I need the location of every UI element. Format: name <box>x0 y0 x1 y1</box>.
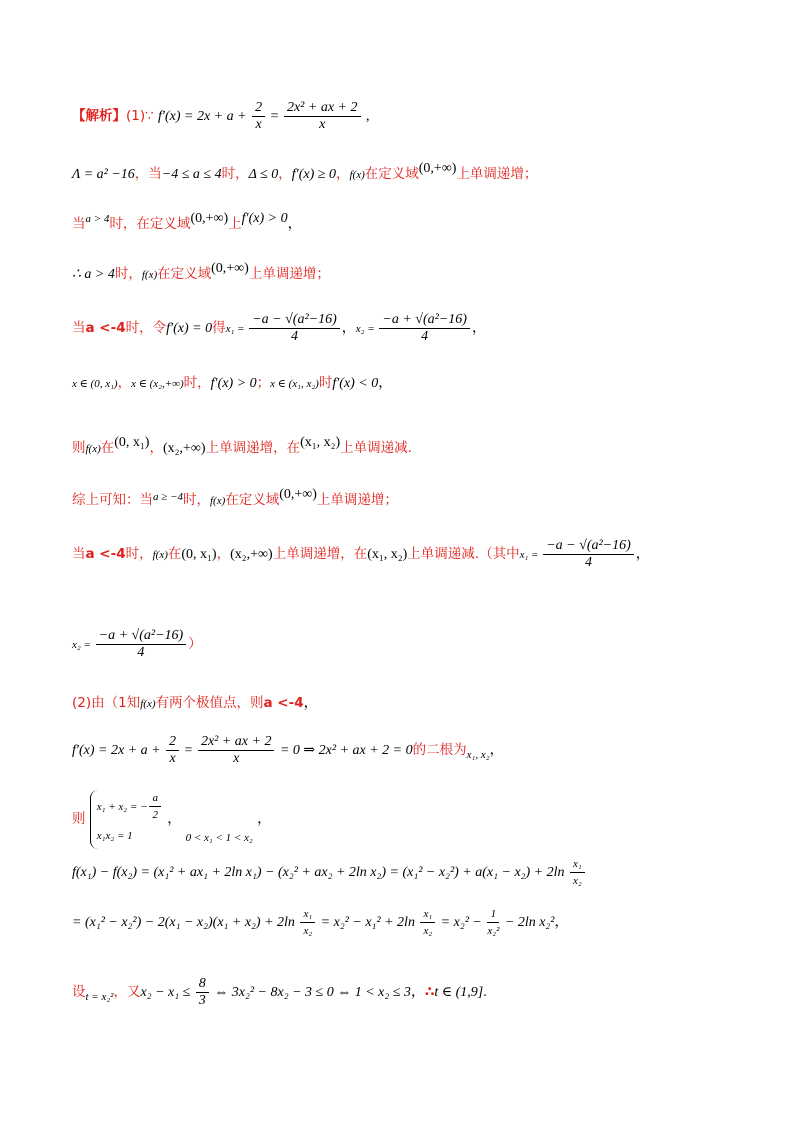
fraction: $\frac{\text{−a + √(a²−16)}}{4}$ <box>379 312 470 345</box>
analysis-line-9: 当a <-4时，f(x)在(0, x₁)，(x₂,+∞)上单调递增，在(x₁, x₂)上单调递减.（其中x₁ = $\frac{\text{−a − √(a²−16)}}{4}$ ， <box>72 538 650 570</box>
fraction: $\frac{2}{x}$ <box>252 100 265 133</box>
analysis-line-16: 设$_{t = x_2^2}$，又x₂ − x₁ ≤ $\frac{8}{3}$ ⇔ 3x₂² − 8x₂ − 3 ≤ 0 ⇔ 1 < x₂ ≤ 3，∴t ∈ (1,9]. <box>72 976 487 1008</box>
analysis-line-14: f(x₁) − f(x₂) = (x₁² + ax₁ + 2ln x₁) − (x₂² + ax₂ + 2ln x₂) = (x₁² − x₂²) + a(x₁ − x₂) + 2ln $\frac{\text{x₁}}{\text{x₂}}$ <box>72 856 740 889</box>
fraction: $\frac{\text{−a + √(a²−16)}}{4}$ <box>96 628 187 661</box>
fraction: $\frac{\text{x₁}}{\text{x₂}}$ <box>420 906 435 939</box>
fraction: $\frac{\text{x₁}}{\text{x₂}}$ <box>300 906 315 939</box>
analysis-tag: 【解析】 <box>72 108 126 124</box>
analysis-line-5: 当a <-4时，令f′(x) = 0得x₁ = $\frac{\text{−a − √(a²−16)}}{4}$ ，x₂ = $\frac{\text{−a + √(a²−16)}}{4}$ ， <box>72 312 486 344</box>
analysis-line-6: x ∈ (0, x₁)，x ∈ (x₂,+∞)时，f′(x) > 0；x ∈ (x₁, x₂)时f′(x) < 0， <box>72 375 393 391</box>
fraction: $\frac{\text{2x² + ax + 2}}{x}$ <box>284 100 361 133</box>
fraction: $\frac{2}{x}$ <box>166 734 179 767</box>
fraction: $\frac{\text{−a − √(a²−16)}}{4}$ <box>249 312 340 345</box>
fraction: $\frac{\text{−a − √(a²−16)}}{4}$ <box>543 538 634 571</box>
fraction: $\frac{\text{x₁}}{\text{x₂}}$ <box>570 856 585 889</box>
analysis-line-15: = (x₁² − x₂²) − 2(x₁ − x₂)(x₁ + x₂) + 2ln $\frac{\text{x₁}}{\text{x₂}}$ = x₂² − x₁² + 2ln $\frac{\text{x₁}}{\text{x₂}}$ = x₂² − $\frac{1}{\text{x₂²}}$ − 2ln x₂²， <box>72 908 569 937</box>
analysis-line-12: f′(x) = 2x + a + $\frac{2}{x}$ = $\frac{\text{2x² + ax + 2}}{x}$ = 0 ⇒ 2x² + ax + 2 = 0的二根为$_{x_1, x_2}$， <box>72 734 504 766</box>
analysis-line-10: x₂ = $\frac{\text{−a + √(a²−16)}}{4}$ ） <box>72 628 202 660</box>
analysis-line-13: 则 x₁ + x₂ = − $\frac{a}{2}$ x₁x₂ = 1 ， $_{0 < x_1 < 1 < x_2}$ ， <box>72 790 740 849</box>
analysis-line-11: (2)由（1知f(x)有两个极值点，则a <-4， <box>72 695 318 711</box>
fraction: $\frac{\text{2x² + ax + 2}}{x}$ <box>198 734 275 767</box>
equation-system: x₁ + x₂ = − $\frac{a}{2}$ x₁x₂ = 1 <box>90 790 163 849</box>
fraction: $\frac{a}{2}$ <box>149 790 161 823</box>
analysis-line-8: 综上可知：当$^{a \ge -4}$时，f(x)在定义域(0,+∞)上单调递增； <box>72 487 398 508</box>
fraction: $\frac{8}{3}$ <box>196 976 209 1009</box>
analysis-line-7: 则f(x)在(0, x₁)，(x₂,+∞)上单调递增，在(x₁, x₂)上单调递减. <box>72 435 412 456</box>
fraction: $\frac{1}{\text{x₂²}}$ <box>487 908 500 937</box>
analysis-line-1: 【解析】(1)∵ f′(x) = 2x + a + $\frac{2}{x}$ = $\frac{\text{2x² + ax + 2}}{x}$ , <box>72 100 370 132</box>
analysis-line-4: ∴ a > 4时，f(x)在定义域(0,+∞)上单调递增； <box>72 261 330 282</box>
analysis-line-3: 当$^{a > 4}$时，在定义域(0,+∞)上f′(x) > 0， <box>72 211 302 232</box>
analysis-line-2: Λ = a² −16，当−4 ≤ a ≤ 4时，Δ ≤ 0，f′(x) ≥ 0，f(x)在定义域(0,+∞)上单调递增； <box>72 161 538 182</box>
